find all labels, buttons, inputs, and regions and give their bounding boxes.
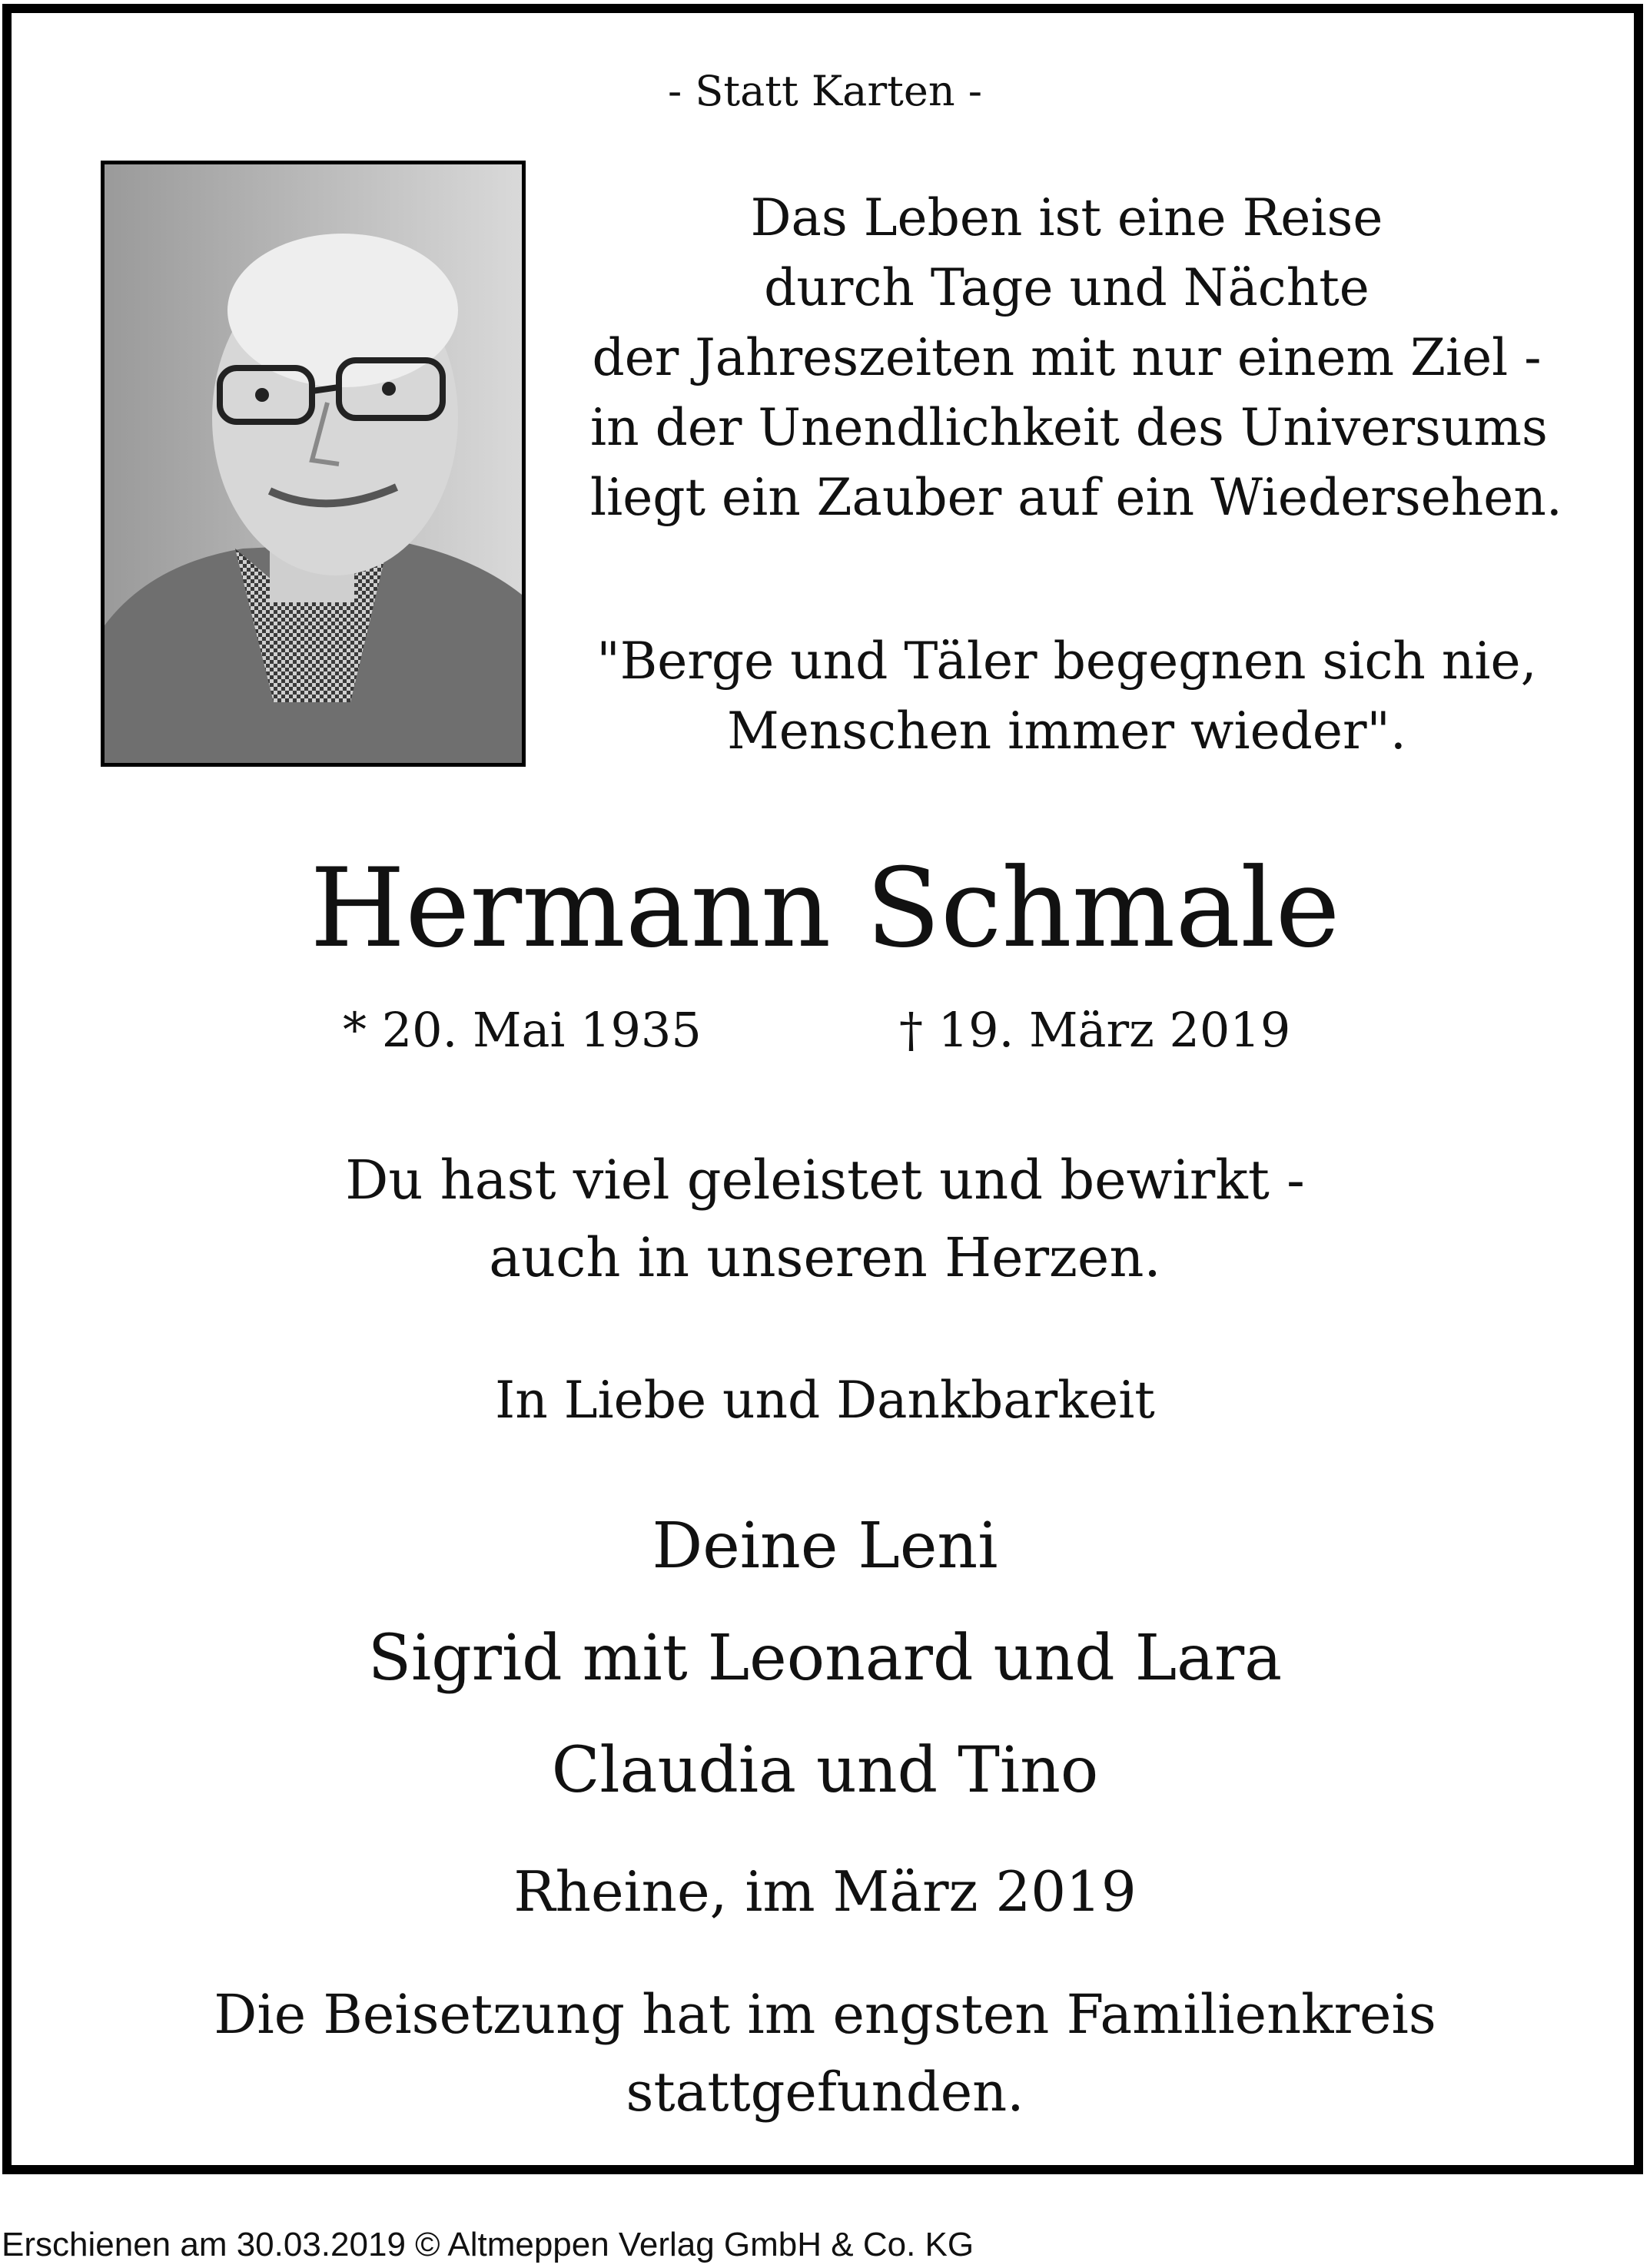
death-date: † 19. März 2019 [899, 1002, 1291, 1058]
poem [590, 183, 1562, 532]
poem-line: durch Tage und Nächte [764, 258, 1369, 317]
poem-line: der Jahreszeiten mit nur einem Ziel - [592, 328, 1542, 387]
portrait-photo [101, 161, 526, 767]
tribute-text [0, 1142, 1650, 1297]
quote [590, 626, 1543, 766]
thanks-line: In Liebe und Dankbarkeit [495, 1371, 1155, 1430]
tribute-line: Du hast viel geleistet und bewirkt - [345, 1149, 1305, 1212]
family-names [0, 1490, 1650, 1827]
family-line: Deine Leni [652, 1510, 998, 1583]
birth-date: * 20. Mai 1935 [343, 1002, 702, 1058]
notice-line: stattgefunden. [626, 2061, 1024, 2124]
poem-line: liegt ein Zauber auf ein Wiedersehen. [590, 468, 1562, 527]
burial-notice [0, 1976, 1650, 2131]
quote-line: Menschen immer wieder". [727, 701, 1406, 761]
family-line: Claudia und Tino [551, 1734, 1099, 1807]
family-line: Sigrid mit Leonard und Lara [367, 1622, 1283, 1695]
poem-line: in der Unendlichkeit des Universums [590, 398, 1548, 457]
deceased-name: Hermann Schmale [310, 845, 1340, 972]
publication-footer: Erschienen am 30.03.2019 © Altmeppen Verlag GmbH & Co. KG [2, 2226, 974, 2263]
place-date: Rheine, im März 2019 [513, 1859, 1137, 1924]
poem-line: Das Leben ist eine Reise [750, 188, 1383, 247]
notice-line: Die Beisetzung hat im engsten Familienkreis [214, 1983, 1436, 2046]
tribute-line: auch in unseren Herzen. [489, 1226, 1161, 1289]
quote-line: "Berge und Täler begegnen sich nie, [596, 632, 1537, 691]
portrait-icon [105, 164, 522, 763]
header-statt-karten: - Statt Karten - [667, 67, 983, 115]
